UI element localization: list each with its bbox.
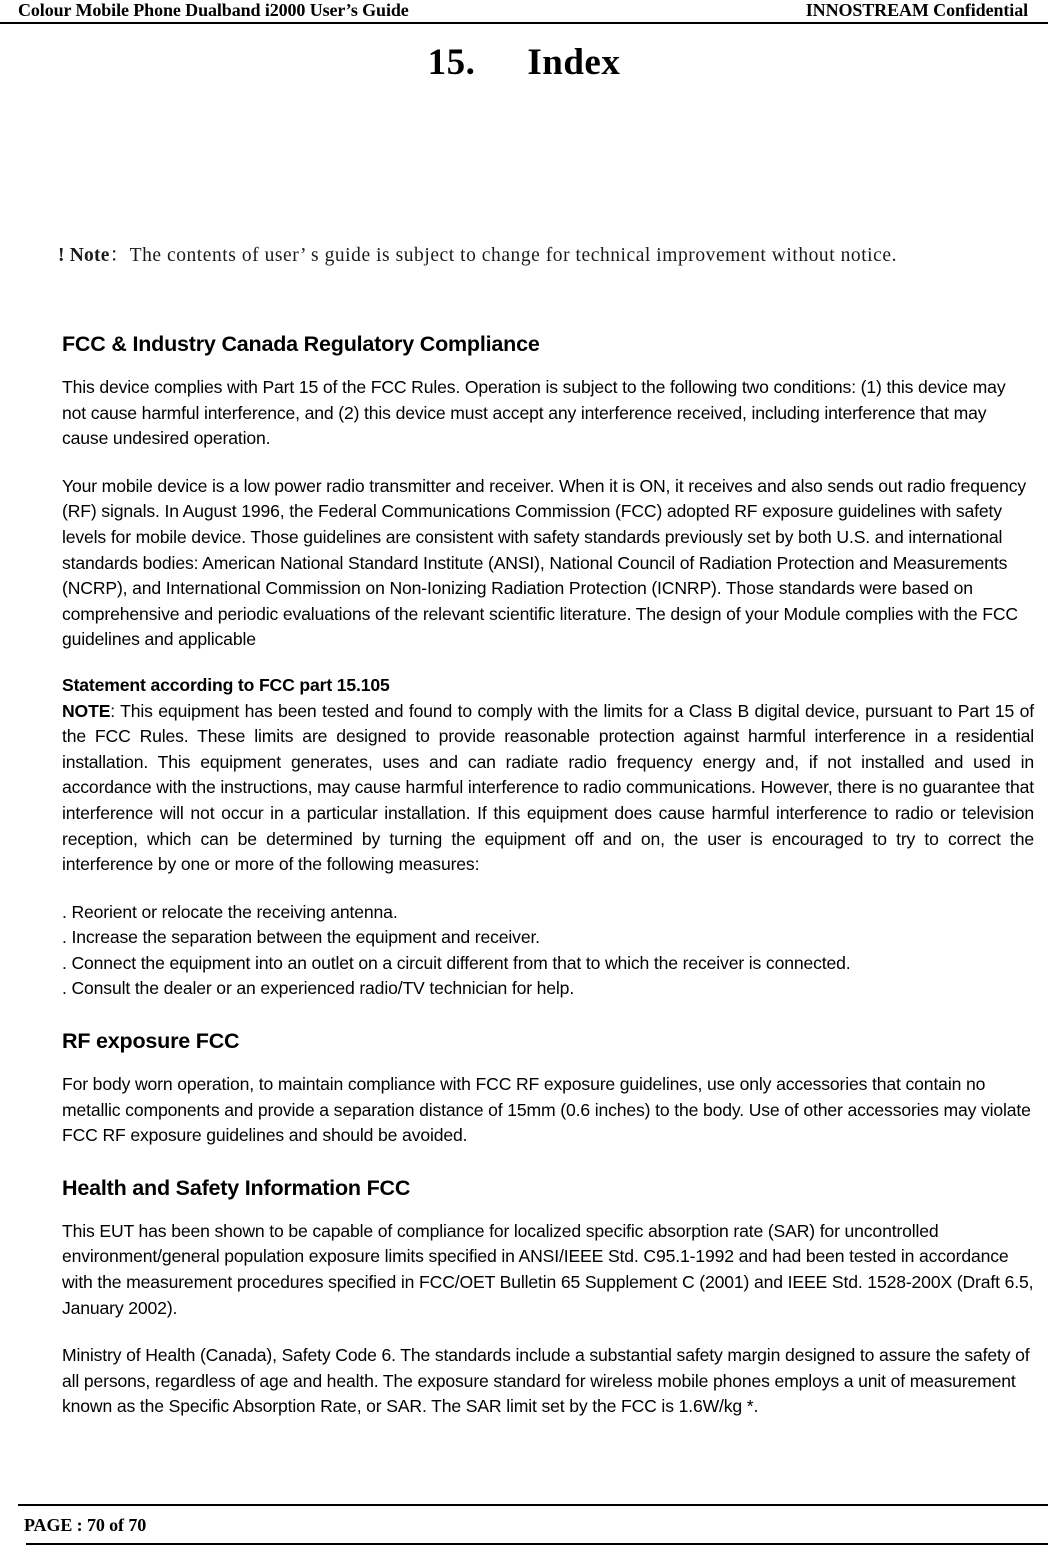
chapter-number: 15. [427, 42, 476, 83]
list-item: . Consult the dealer or an experienced radio/TV technician for help. [62, 978, 575, 999]
chapter-title [0, 40, 1048, 86]
section-heading-health-safety: Health and Safety Information FCC [62, 1175, 411, 1200]
footer-divider-rule-bottom [26, 1543, 1048, 1545]
regulatory-body-area [62, 331, 1034, 1420]
footer-divider-rule-top [18, 1504, 1048, 1506]
subheading-fcc-15105: Statement according to FCC part 15.105 [62, 674, 390, 695]
header-document-title: Colour Mobile Phone Dualband i2000 User’s Guide [18, 0, 409, 20]
note-emphasis-body: : This equipment has been tested and found to comply with the limits for a Class B digital device, pursuant to Part 15 of the FCC Rules. These limits are designed to provide reasonable protection against harmful interference in a residential installation. This equipment generates, uses and can radiate radio frequency energy and, if not installed and used in accordance with the instructions, may cause harmful interference to radio communications. However, there is no guarantee that interference will not occur in a particular installation. If this equipment does cause harmful interference to radio or television reception, which can be determined by turning the equipment off and on, the user is encouraged to try to correct the interference by one or more of the following measures: [62, 700, 1034, 875]
page-running-header [0, 0, 1048, 24]
list-item: . Increase the separation between the equipment and receiver. [62, 927, 540, 948]
note-label: ! Note [58, 245, 110, 266]
section-heading-rf-exposure: RF exposure FCC [62, 1029, 240, 1054]
footer-page-number: PAGE : 70 of 70 [24, 1515, 147, 1535]
chapter-title-text: Index [527, 42, 621, 83]
paragraph-fcc-note-class-b [62, 699, 1034, 878]
list-item: . Connect the equipment into an outlet on a circuit different from that to which the receiver is connected. [62, 952, 851, 973]
corrective-measures-list [62, 900, 1034, 1002]
paragraph-eut-sar-compliance: This EUT has been shown to be capable of compliance for localized specific absorption rate (SAR) for uncontrolled environment/general population exposure limits specified in ANSI/IEEE Std. C95.1-1992 and had been tested in accordance with the measurement procedures specified in FCC/OET Bulletin 65 Supplement C (2001) and IEEE Std. 1528-200X (Draft 6.5, January 2002). [62, 1220, 1034, 1318]
paragraph-ministry-health-canada: Ministry of Health (Canada), Safety Code 6. The standards include a substantial safety margin designed to assure the safety of all persons, regardless of age and health. The exposure standard for wireless mobile phones employs a unit of measurement known as the Specific Absorption Rate, or SAR. The SAR limit set by the FCC is 1.6W/kg *. [62, 1345, 1030, 1417]
header-divider-rule [0, 22, 1048, 24]
header-confidentiality-label: INNOSTREAM Confidential [805, 0, 1028, 20]
paragraph-body-worn-operation: For body worn operation, to maintain compliance with FCC RF exposure guidelines, use only accessories that contain no metallic components and provide a separation distance of 15mm (0.6 inches) to the body. Use of other accessories may violate FCC RF exposure guidelines and should be avoided. [62, 1074, 1031, 1146]
paragraph-fcc-part15: This device complies with Part 15 of the FCC Rules. Operation is subject to the following two conditions: (1) this device may not cause harmful interference, and (2) this device must accept any interference received, including interference that may cause undesired operation. [62, 377, 1006, 449]
note-emphasis-label: NOTE [62, 700, 111, 721]
content-spacer [62, 653, 1034, 673]
paragraph-rf-exposure-guidelines: Your mobile device is a low power radio transmitter and receiver. When it is ON, it receives and also sends out radio frequency (RF) signals. In August 1996, the Federal Communications Commission (FCC) adopted RF exposure guidelines with safety levels for mobile device. Those guidelines are consistent with safety standards previously set by both U.S. and international standards bodies: American National Standard Institute (ANSI), National Council of Radiation Protection and Measurements (NCRP), and International Commission on Non-Ionizing Radiation Protection (ICNRP). Those standards were based on comprehensive and periodic evaluations of the relevant scientific literature. The design of your Module complies with the FCC guidelines and applicable [62, 475, 1027, 650]
note-block [58, 238, 1023, 273]
note-text: ：The contents of user’ s guide is subject to change for technical improvement without notice. [109, 245, 897, 266]
list-item: . Reorient or relocate the receiving antenna. [62, 901, 398, 922]
section-heading-fcc-compliance: FCC & Industry Canada Regulatory Compliance [62, 332, 540, 356]
page-content [58, 238, 1034, 1420]
